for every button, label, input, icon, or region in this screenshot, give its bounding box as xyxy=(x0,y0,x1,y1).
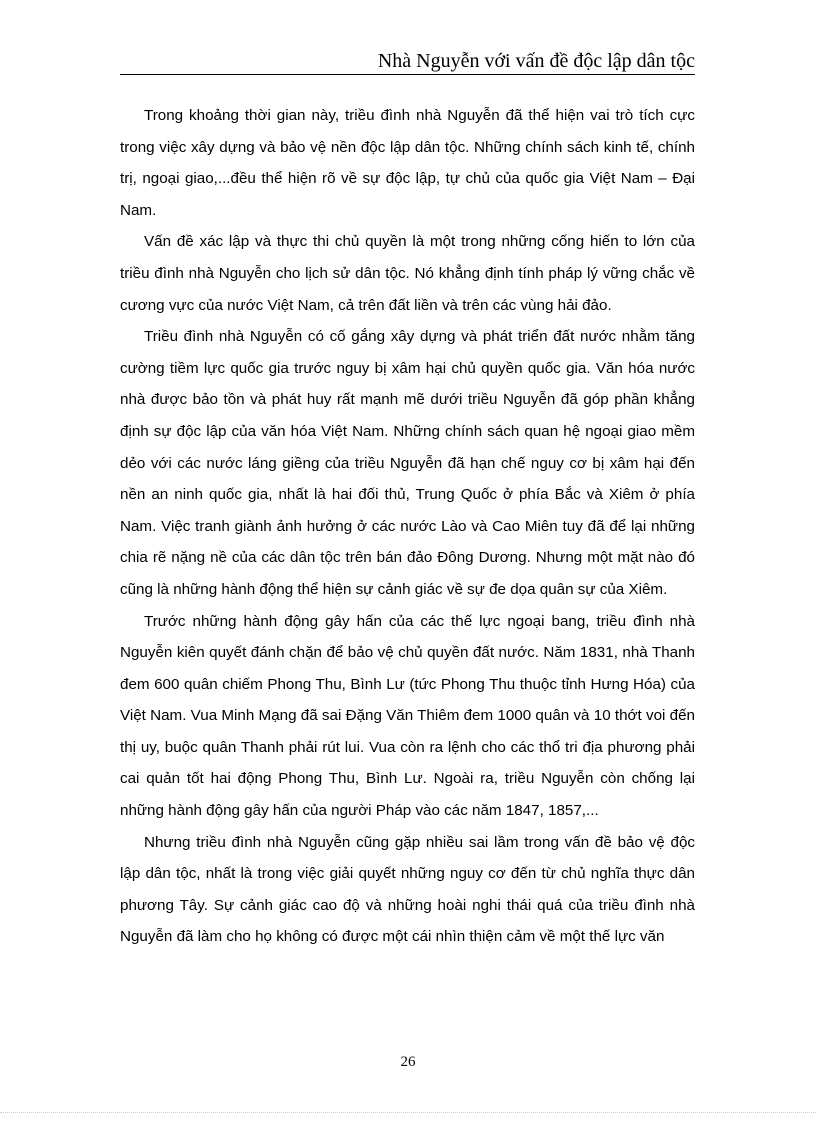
paragraph-4: Trước những hành động gây hấn của các thế lực ngoại bang, triều đình nhà Nguyễn kiên quyết đánh chặn để bảo vệ chủ quyền đất nước. Năm 1831, nhà Thanh đem 600 quân chiếm Phong Thu, Bình Lư (tức Phong Thu thuộc tỉnh Hưng Hóa) của Việt Nam. Vua Minh Mạng đã sai Đặng Văn Thiêm đem 1000 quân và 10 thớt voi đến thị uy, buộc quân Thanh phải rút lui. Vua còn ra lệnh cho các thổ tri địa phương phải cai quản tốt hai động Phong Thu, Bình Lư. Ngoài ra, triều Nguyễn còn chống lại những hành động gây hấn của người Pháp vào các năm 1847, 1857,... xyxy=(120,612,695,820)
paragraph-5: Nhưng triều đình nhà Nguyễn cũng gặp nhiều sai lầm trong vấn đề bảo vệ độc lập dân tộc, nhất là trong việc giải quyết những nguy cơ đến từ chủ nghĩa thực dân phương Tây. Sự cảnh giác cao độ và những hoài nghi thái quá của triều đình nhà Nguyễn đã làm cho họ không có được một cái nhìn thiện cảm về một thế lực văn xyxy=(120,833,695,946)
header-title: Nhà Nguyễn với vấn đề độc lập dân tộc xyxy=(377,50,695,72)
page-header xyxy=(120,48,695,75)
paragraph-3: Triều đình nhà Nguyễn có cố gắng xây dựng và phát triển đất nước nhằm tăng cường tiềm lực quốc gia trước nguy bị xâm hại chủ quyền quốc gia. Văn hóa nước nhà được bảo tồn và phát huy rất mạnh mẽ dưới triều Nguyễn đã góp phần khẳng định sự độc lập của văn hóa Việt Nam. Những chính sách quan hệ ngoại giao mềm dẻo với các nước láng giềng của triều Nguyễn đã hạn chế nguy cơ bị xâm hại đến nền an ninh quốc gia, nhất là hai đối thủ, Trung Quốc ở phía Bắc và Xiêm ở phía Nam. Việc tranh giành ảnh hưởng ở các nước Lào và Cao Miên tuy đã để lại những chia rẽ nặng nề của các dân tộc trên bán đảo Đông Dương. Nhưng một mặt nào đó cũng là những hành động thể hiện sự cảnh giác về sự đe dọa quân sự của Xiêm. xyxy=(120,328,695,598)
footer-divider xyxy=(0,1112,816,1113)
paragraph-1: Trong khoảng thời gian này, triều đình nhà Nguyễn đã thể hiện vai trò tích cực trong việc xây dựng và bảo vệ nền độc lập dân tộc. Những chính sách kinh tế, chính trị, ngoại giao,...đều thể hiện rõ về sự độc lập, tự chủ của quốc gia Việt Nam – Đại Nam. xyxy=(120,107,695,219)
paragraph-2: Vấn đề xác lập và thực thi chủ quyền là một trong những cống hiến to lớn của triều đình nhà Nguyễn cho lịch sử dân tộc. Nó khẳng định tính pháp lý vững chắc về cương vực của nước Việt Nam, cả trên đất liền và trên các vùng hải đảo. xyxy=(120,233,695,314)
page-number: 26 xyxy=(400,1054,416,1070)
body-text xyxy=(120,100,695,953)
